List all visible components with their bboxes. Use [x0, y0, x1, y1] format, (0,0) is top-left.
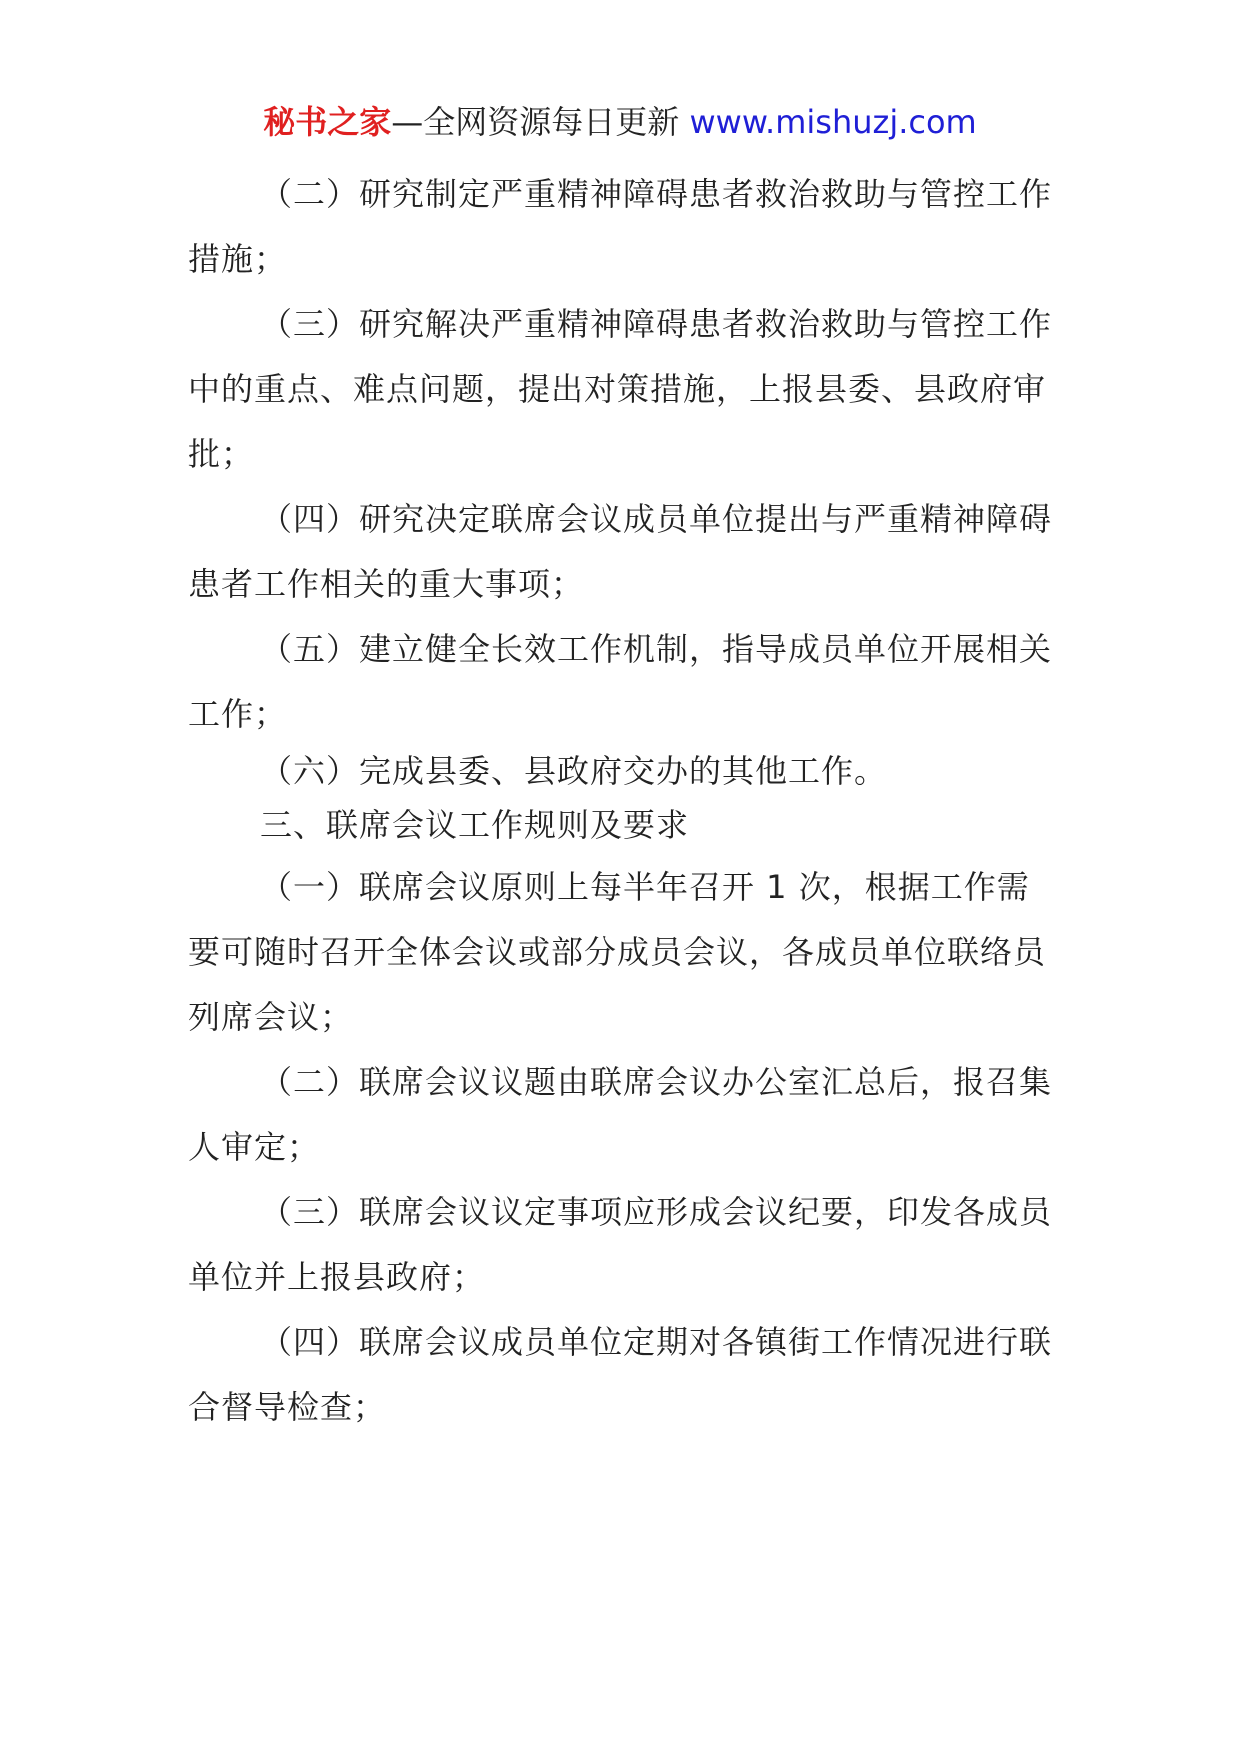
- paragraph-item-3: （三）研究解决严重精神障碍患者救治救助与管控工作中的重点、难点问题，提出对策措施，上报县委、县政府审批；: [188, 305, 1053, 473]
- paragraph-item-4: （四）研究决定联席会议成员单位提出与严重精神障碍患者工作相关的重大事项；: [188, 500, 1053, 603]
- rule-item-1: （一）联席会议原则上每半年召开 1 次，根据工作需要可随时召开全体会议或部分成员会议，各成员单位联络员列席会议；: [188, 868, 1047, 1036]
- header-brand: 秘书之家: [263, 103, 392, 141]
- paragraph-item-5: （五）建立健全长效工作机制，指导成员单位开展相关工作；: [188, 630, 1053, 733]
- rule-item-4: （四）联席会议成员单位定期对各镇街工作情况进行联合督导检查；: [188, 1323, 1053, 1426]
- paragraph-item-6: （六）完成县委、县政府交办的其他工作。: [260, 752, 888, 790]
- header-url[interactable]: www.mishuzj.com: [689, 103, 977, 141]
- rule-item-2: （二）联席会议议题由联席会议办公室汇总后，报召集人审定；: [188, 1063, 1053, 1166]
- document-body: [188, 162, 1058, 1440]
- header-tagline: —全网资源每日更新: [391, 103, 690, 141]
- paragraph-item-2: （二）研究制定严重精神障碍患者救治救助与管控工作措施；: [188, 175, 1053, 278]
- page-header: [0, 98, 1240, 146]
- rule-item-3: （三）联席会议议定事项应形成会议纪要，印发各成员单位并上报县政府；: [188, 1193, 1053, 1296]
- section-heading: 三、联席会议工作规则及要求: [260, 806, 690, 844]
